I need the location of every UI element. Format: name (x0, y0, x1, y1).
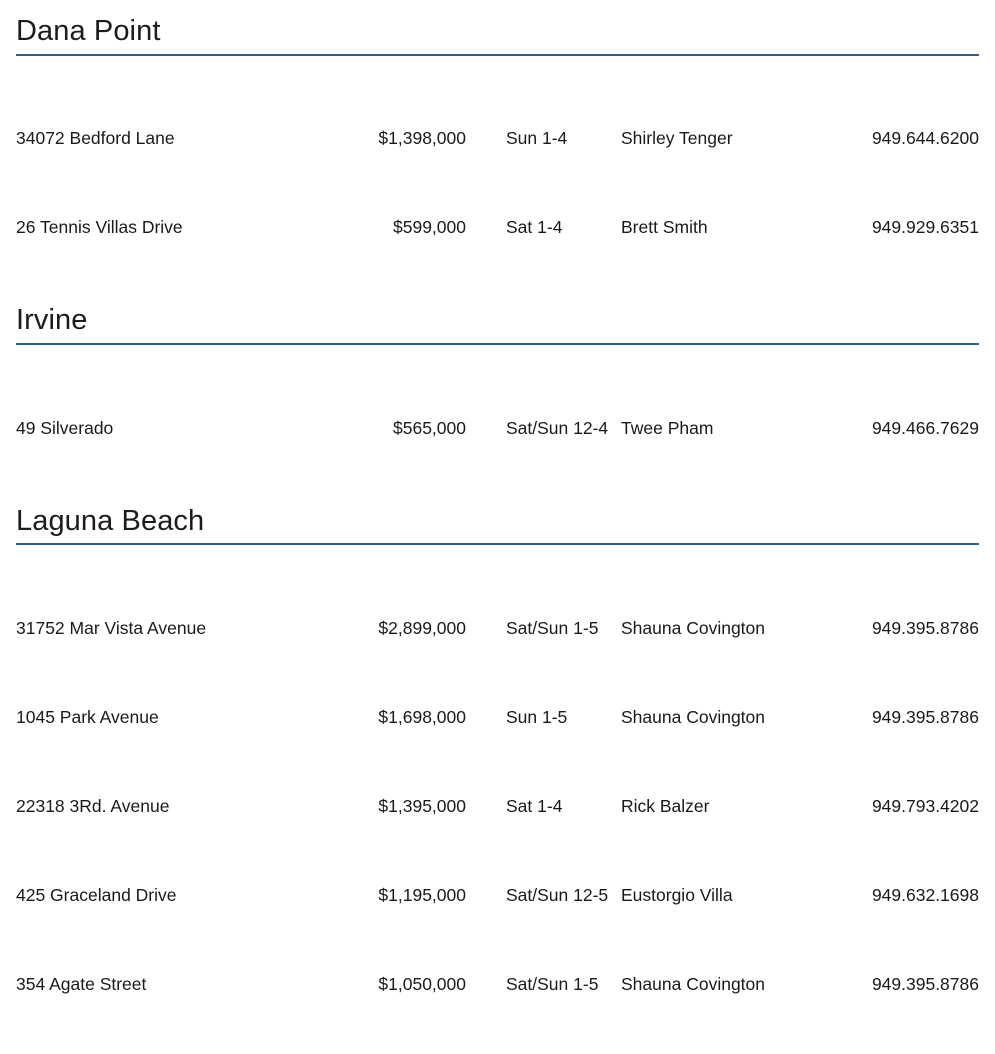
listing-address: 354 Agate Street (16, 974, 147, 995)
listing-agent-phone: 949.395.8786 (871, 618, 979, 639)
table-row (16, 128, 979, 149)
listing-agent-name: Shirley Tenger (621, 127, 733, 148)
table-row (16, 885, 979, 906)
table-row (16, 217, 979, 238)
listing-price: $599,000 (393, 216, 466, 237)
listing-open-house-time: Sat/Sun 1-5 (506, 974, 599, 995)
listing-price: $565,000 (393, 417, 466, 438)
listing-agent-phone: 949.395.8786 (871, 707, 979, 728)
listing-open-house-time: Sat/Sun 12-5 (506, 885, 609, 906)
listing-open-house-time: Sun 1-4 (506, 127, 568, 148)
listing-address: 1045 Park Avenue (16, 707, 159, 728)
listing-agent-name: Shauna Covington (621, 618, 765, 639)
listing-price: $1,698,000 (378, 707, 466, 728)
listing-agent-phone: 949.929.6351 (871, 216, 979, 237)
table-row (16, 707, 979, 728)
listing-agent-phone: 949.395.8786 (871, 974, 979, 995)
listing-address: 26 Tennis Villas Drive (16, 216, 183, 237)
listing-agent-name: Rick Balzer (621, 796, 710, 817)
section-title-dana-point: Dana Point (16, 14, 979, 56)
listing-price: $1,395,000 (378, 796, 466, 817)
listing-agent-phone: 949.632.1698 (871, 885, 979, 906)
table-row (16, 796, 979, 817)
listing-price: $2,899,000 (378, 618, 466, 639)
listing-price: $1,398,000 (378, 127, 466, 148)
listing-open-house-time: Sat 1-4 (506, 216, 563, 237)
listing-price: $1,195,000 (378, 885, 466, 906)
table-row (16, 418, 979, 439)
table-row (16, 974, 979, 995)
listing-agent-name: Twee Pham (621, 417, 714, 438)
listing-agent-name: Shauna Covington (621, 974, 765, 995)
section-laguna-beach (16, 504, 979, 996)
listing-address: 425 Graceland Drive (16, 885, 177, 906)
listing-address: 34072 Bedford Lane (16, 127, 175, 148)
section-title-irvine: Irvine (16, 303, 979, 345)
listing-address: 31752 Mar Vista Avenue (16, 618, 207, 639)
listing-price: $1,050,000 (378, 974, 466, 995)
listing-open-house-time: Sat 1-4 (506, 796, 563, 817)
section-dana-point (16, 14, 979, 238)
listing-agent-phone: 949.466.7629 (871, 417, 979, 438)
listing-address: 49 Silverado (16, 417, 114, 438)
table-row (16, 618, 979, 639)
listing-open-house-time: Sun 1-5 (506, 707, 568, 728)
listing-agent-name: Shauna Covington (621, 707, 765, 728)
section-irvine (16, 303, 979, 439)
listing-open-house-time: Sat/Sun 1-5 (506, 618, 599, 639)
open-house-listings-page (0, 14, 995, 1054)
listing-agent-name: Brett Smith (621, 216, 708, 237)
listing-agent-phone: 949.793.4202 (871, 796, 979, 817)
section-title-laguna-beach: Laguna Beach (16, 504, 979, 546)
listing-open-house-time: Sat/Sun 12-4 (506, 417, 609, 438)
listing-agent-name: Eustorgio Villa (621, 885, 733, 906)
listing-address: 22318 3Rd. Avenue (16, 796, 170, 817)
listing-agent-phone: 949.644.6200 (871, 127, 979, 148)
